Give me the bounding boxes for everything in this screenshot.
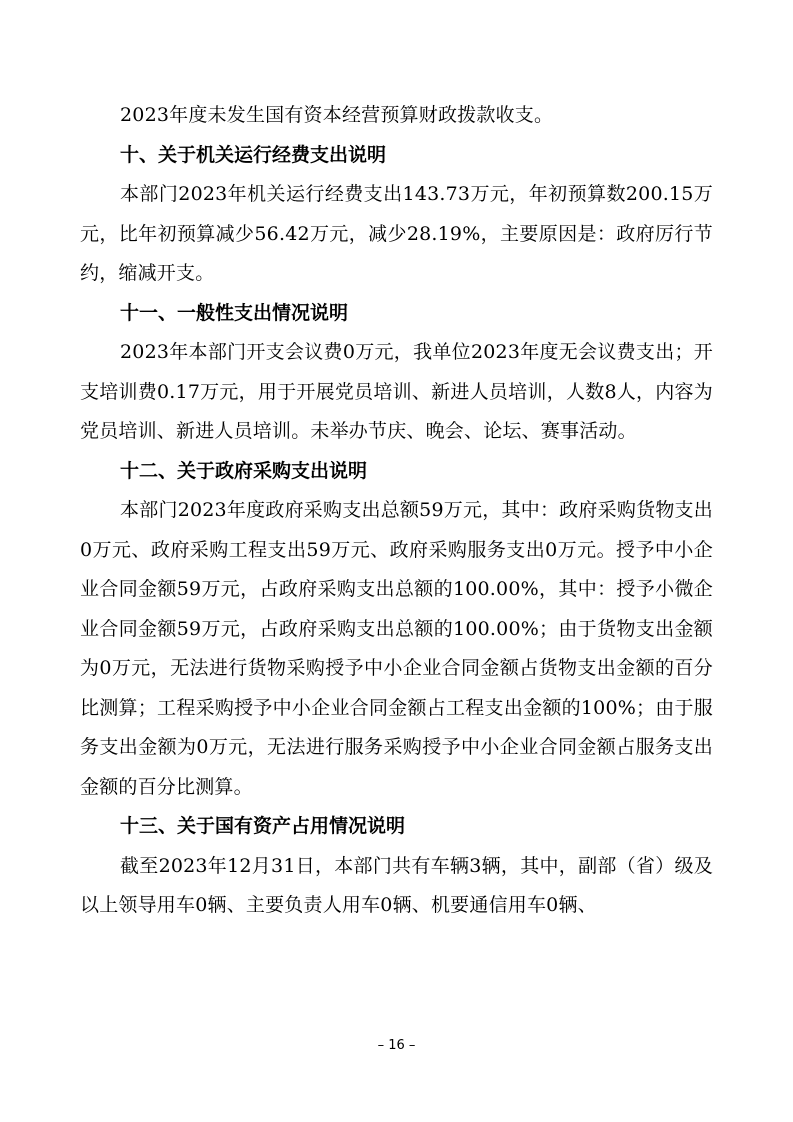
paragraph-operating-expenses: 本部门2023年机关运行经费支出143.73万元，年初预算数200.15万元，比年初预算减少56.42万元，减少28.19%，主要原因是：政府厉行节约，缩减开支。 [80, 183, 713, 284]
paragraph-state-capital: 2023年度未发生国有资本经营预算财政拨款收支。 [120, 104, 554, 126]
heading-section-10: 十、关于机关运行经费支出说明 [120, 143, 387, 166]
paragraph-general-expenses: 2023年本部门开支会议费0万元，我单位2023年度无会议费支出；开支培训费0.17万元，用于开展党员培训、新进人员培训，人数8人，内容为党员培训、新进人员培训。未举办节庆、晚会、论坛、赛事活动。 [80, 341, 713, 442]
heading-section-13: 十三、关于国有资产占用情况说明 [120, 815, 406, 837]
document-body [80, 96, 713, 926]
heading-section-12: 十二、关于政府采购支出说明 [120, 459, 368, 482]
paragraph-state-assets: 截至2023年12月31日，本部门共有车辆3辆，其中，副部（省）级及以上领导用车0辆、主要负责人用车0辆、机要通信用车0辆、 [80, 854, 713, 916]
heading-section-11: 十一、一般性支出情况说明 [120, 301, 349, 324]
paragraph-procurement: 本部门2023年度政府采购支出总额59万元，其中：政府采购货物支出0万元、政府采购工程支出59万元、政府采购服务支出0万元。授予中小企业合同金额59万元，占政府采购支出总额的100.00%，其中：授予小微企业合同金额59万元，占政府采购支出总额的100.00%；由于货物支出金额为0万元，无法进行货物采购授予中小企业合同金额占货物支出金额的百分比测算；工程采购授予中小企业合同金额占工程支出金额的100%；由于服务支出金额为0万元，无法进行服务采购授予中小企业合同金额占服务支出金额的百分比测算。 [80, 499, 713, 798]
page-number: – 16 – [377, 1038, 416, 1053]
